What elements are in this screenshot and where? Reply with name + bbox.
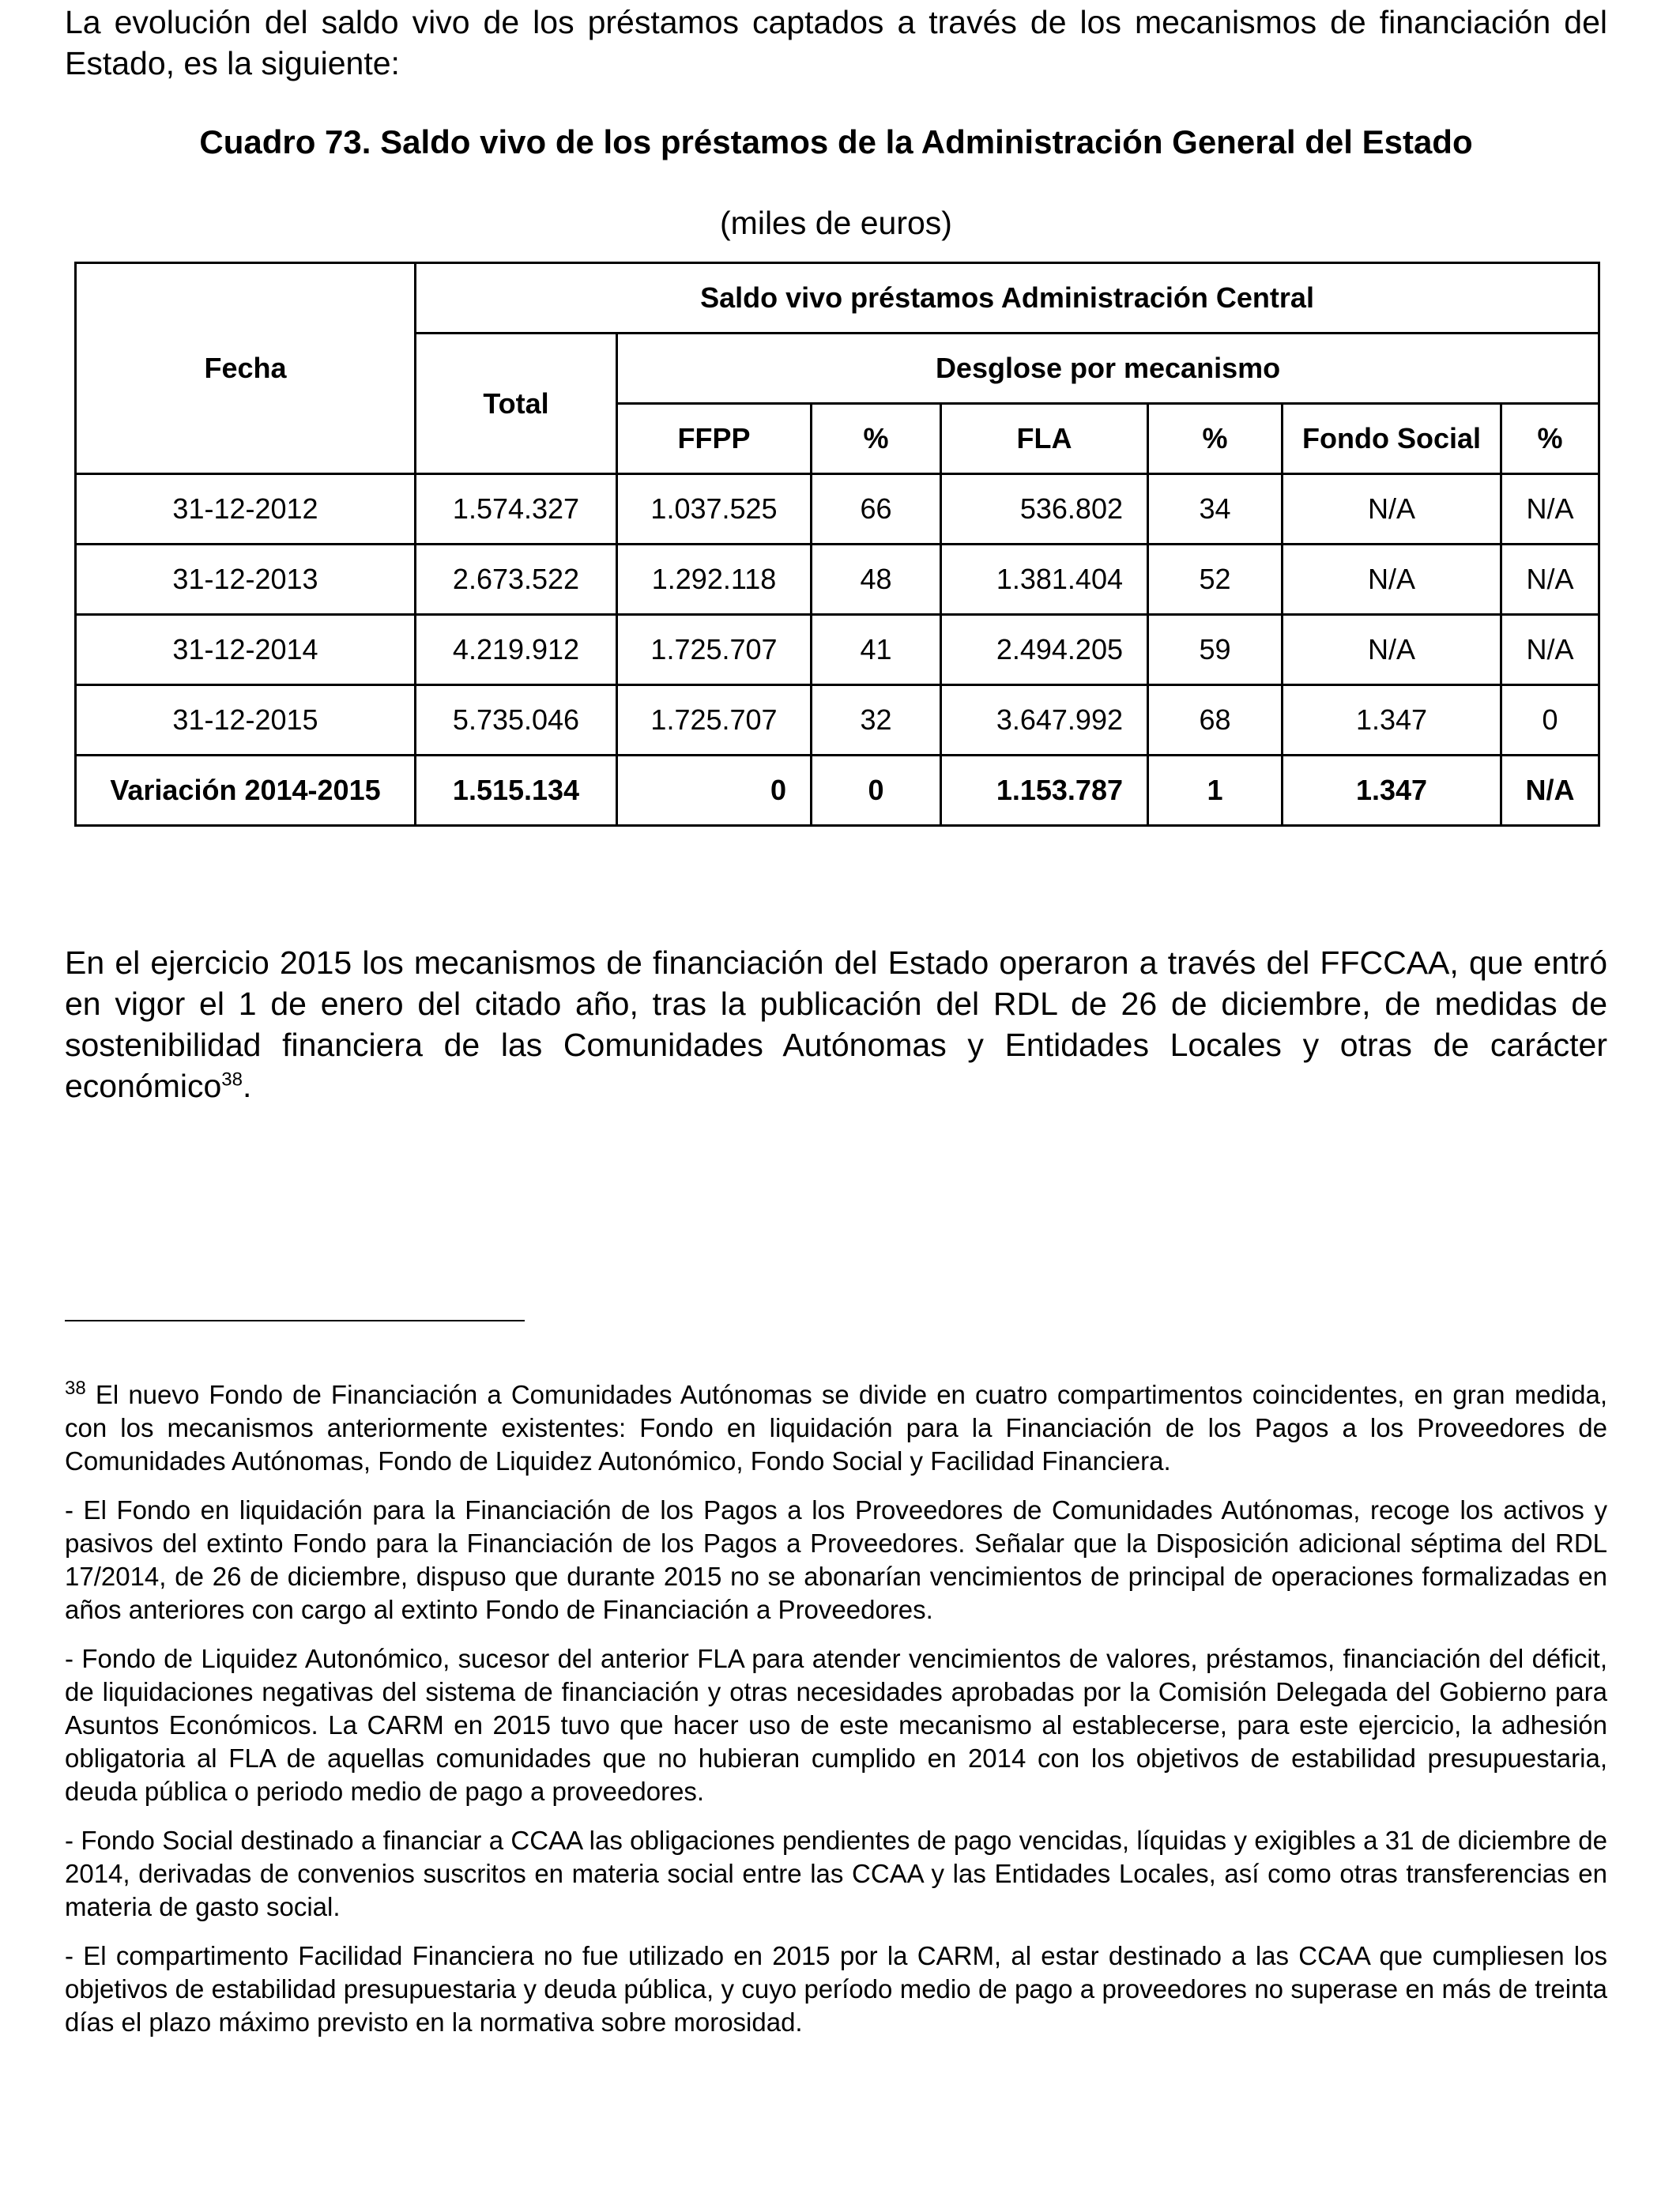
cell-total: 2.673.522 [416, 545, 617, 615]
body-paragraph-text: En el ejercicio 2015 los mecanismos de financiación del Estado operaron a través del FFCCAA, que entró en vigor el 1 de enero del citado año, tras la publicación del RDL de 26 de diciembre, de medidas de sostenibilidad financiera de las Comunidades Autónomas y Entidades Locales y otras de carácter económico [65, 944, 1607, 1104]
cell-ffpp: 1.725.707 [617, 685, 812, 756]
cell-fecha: 31-12-2015 [76, 685, 416, 756]
cell-fondo-social: N/A [1283, 615, 1501, 685]
header-group: Saldo vivo préstamos Administración Central [416, 263, 1599, 334]
footnote-ref[interactable]: 38 [221, 1069, 243, 1091]
cell-fecha: 31-12-2013 [76, 545, 416, 615]
body-paragraph [65, 942, 1607, 1106]
cell-fecha: 31-12-2012 [76, 474, 416, 545]
header-pct-fla: % [1148, 404, 1283, 474]
footnotes [65, 1378, 1607, 2055]
cell-pct-fla: 68 [1148, 685, 1283, 756]
cell-fecha: Variación 2014-2015 [76, 756, 416, 826]
table-units: (miles de euros) [720, 205, 952, 241]
cell-fla: 2.494.205 [941, 615, 1148, 685]
table-row-variation [76, 756, 1599, 826]
cell-ffpp: 1.725.707 [617, 615, 812, 685]
body-paragraph-end: . [242, 1068, 252, 1104]
header-desglose: Desglose por mecanismo [617, 334, 1599, 404]
cell-fondo-social: N/A [1283, 545, 1501, 615]
cell-total: 5.735.046 [416, 685, 617, 756]
footnote-38 [65, 1378, 1607, 1478]
cell-fla: 536.802 [941, 474, 1148, 545]
cell-pct-fondo-social: N/A [1501, 756, 1599, 826]
header-fecha: Fecha [76, 263, 416, 474]
cell-ffpp: 0 [617, 756, 812, 826]
cell-fondo-social: 1.347 [1283, 685, 1501, 756]
cell-total: 4.219.912 [416, 615, 617, 685]
table-row [76, 545, 1599, 615]
cell-pct-ffpp: 41 [812, 615, 941, 685]
cell-pct-ffpp: 0 [812, 756, 941, 826]
cell-pct-fondo-social: N/A [1501, 474, 1599, 545]
table-row [76, 685, 1599, 756]
cell-fla: 1.153.787 [941, 756, 1148, 826]
table-row [76, 474, 1599, 545]
cell-pct-fondo-social: N/A [1501, 545, 1599, 615]
header-pct-ffpp: % [812, 404, 941, 474]
cell-pct-ffpp: 32 [812, 685, 941, 756]
cell-total: 1.574.327 [416, 474, 617, 545]
cell-total: 1.515.134 [416, 756, 617, 826]
footnote-separator [65, 1320, 525, 1321]
cell-fecha: 31-12-2014 [76, 615, 416, 685]
footnote-item: - Fondo Social destinado a financiar a CCAA las obligaciones pendientes de pago vencidas, líquidas y exigibles a 31 de diciembre de 2014, derivadas de convenios suscritos en materia social entre las CCAA y las Entidades Locales, así como otras transferencias en materia de gasto social. [65, 1826, 1607, 1921]
cell-pct-ffpp: 48 [812, 545, 941, 615]
header-fla: FLA [941, 404, 1148, 474]
cell-pct-fla: 34 [1148, 474, 1283, 545]
table-row [76, 615, 1599, 685]
cell-ffpp: 1.037.525 [617, 474, 812, 545]
cell-fondo-social: N/A [1283, 474, 1501, 545]
footnote-number: 38 [65, 1378, 86, 1399]
cell-pct-fla: 1 [1148, 756, 1283, 826]
table-title: Cuadro 73. Saldo vivo de los préstamos de la Administración General del Estado [199, 123, 1473, 160]
cell-ffpp: 1.292.118 [617, 545, 812, 615]
cell-pct-fla: 52 [1148, 545, 1283, 615]
header-total: Total [416, 334, 617, 474]
header-pct-fondo-social: % [1501, 404, 1599, 474]
cell-pct-fondo-social: N/A [1501, 615, 1599, 685]
header-fondo-social: Fondo Social [1283, 404, 1501, 474]
footnote-item: - El compartimento Facilidad Financiera no fue utilizado en 2015 por la CARM, al estar destinado a las CCAA que cumpliesen los objetivos de estabilidad presupuestaria y deuda pública, y cuyo período medio de pago a proveedores no superase en más de treinta días el plazo máximo previsto en la normativa sobre morosidad. [65, 1941, 1607, 2037]
footnote-item: - Fondo de Liquidez Autonómico, sucesor del anterior FLA para atender vencimientos de valores, préstamos, financiación del déficit, de liquidaciones negativas del sistema de financiación y otras necesidades aprobadas por la Comisión Delegada del Gobierno para Asuntos Económicos. La CARM en 2015 tuvo que hacer uso de este mecanismo al establecerse, para este ejercicio, la adhesión obligatoria al FLA de aquellas comunidades que no hubieran cumplido en 2014 con los objetivos de estabilidad presupuestaria, deuda pública o periodo medio de pago a proveedores. [65, 1644, 1607, 1806]
header-ffpp: FFPP [617, 404, 812, 474]
intro-paragraph: La evolución del saldo vivo de los préstamos captados a través de los mecanismos de financiación del Estado, es la siguiente: [65, 4, 1607, 81]
footnote-text: El nuevo Fondo de Financiación a Comunidades Autónomas se divide en cuatro compartimentos coincidentes, en gran medida, con los mecanismos anteriormente existentes: Fondo en liquidación para la Financiación de los Pagos a los Proveedores de Comunidades Autónomas, Fondo de Liquidez Autonómico, Fondo Social y Facilidad Financiera. [65, 1380, 1607, 1476]
loans-table [74, 262, 1600, 827]
cell-pct-fla: 59 [1148, 615, 1283, 685]
footnote-item: - El Fondo en liquidación para la Financiación de los Pagos a los Proveedores de Comunidades Autónomas, recoge los activos y pasivos del extinto Fondo para la Financiación de los Pagos a Proveedores. Señalar que la Disposición adicional séptima del RDL 17/2014, de 26 de diciembre, dispuso que durante 2015 no se abonarían vencimientos de principal de operaciones formalizadas en años anteriores con cargo al extinto Fondo de Financiación a Proveedores. [65, 1495, 1607, 1624]
cell-fla: 1.381.404 [941, 545, 1148, 615]
cell-pct-ffpp: 66 [812, 474, 941, 545]
cell-pct-fondo-social: 0 [1501, 685, 1599, 756]
cell-fla: 3.647.992 [941, 685, 1148, 756]
cell-fondo-social: 1.347 [1283, 756, 1501, 826]
